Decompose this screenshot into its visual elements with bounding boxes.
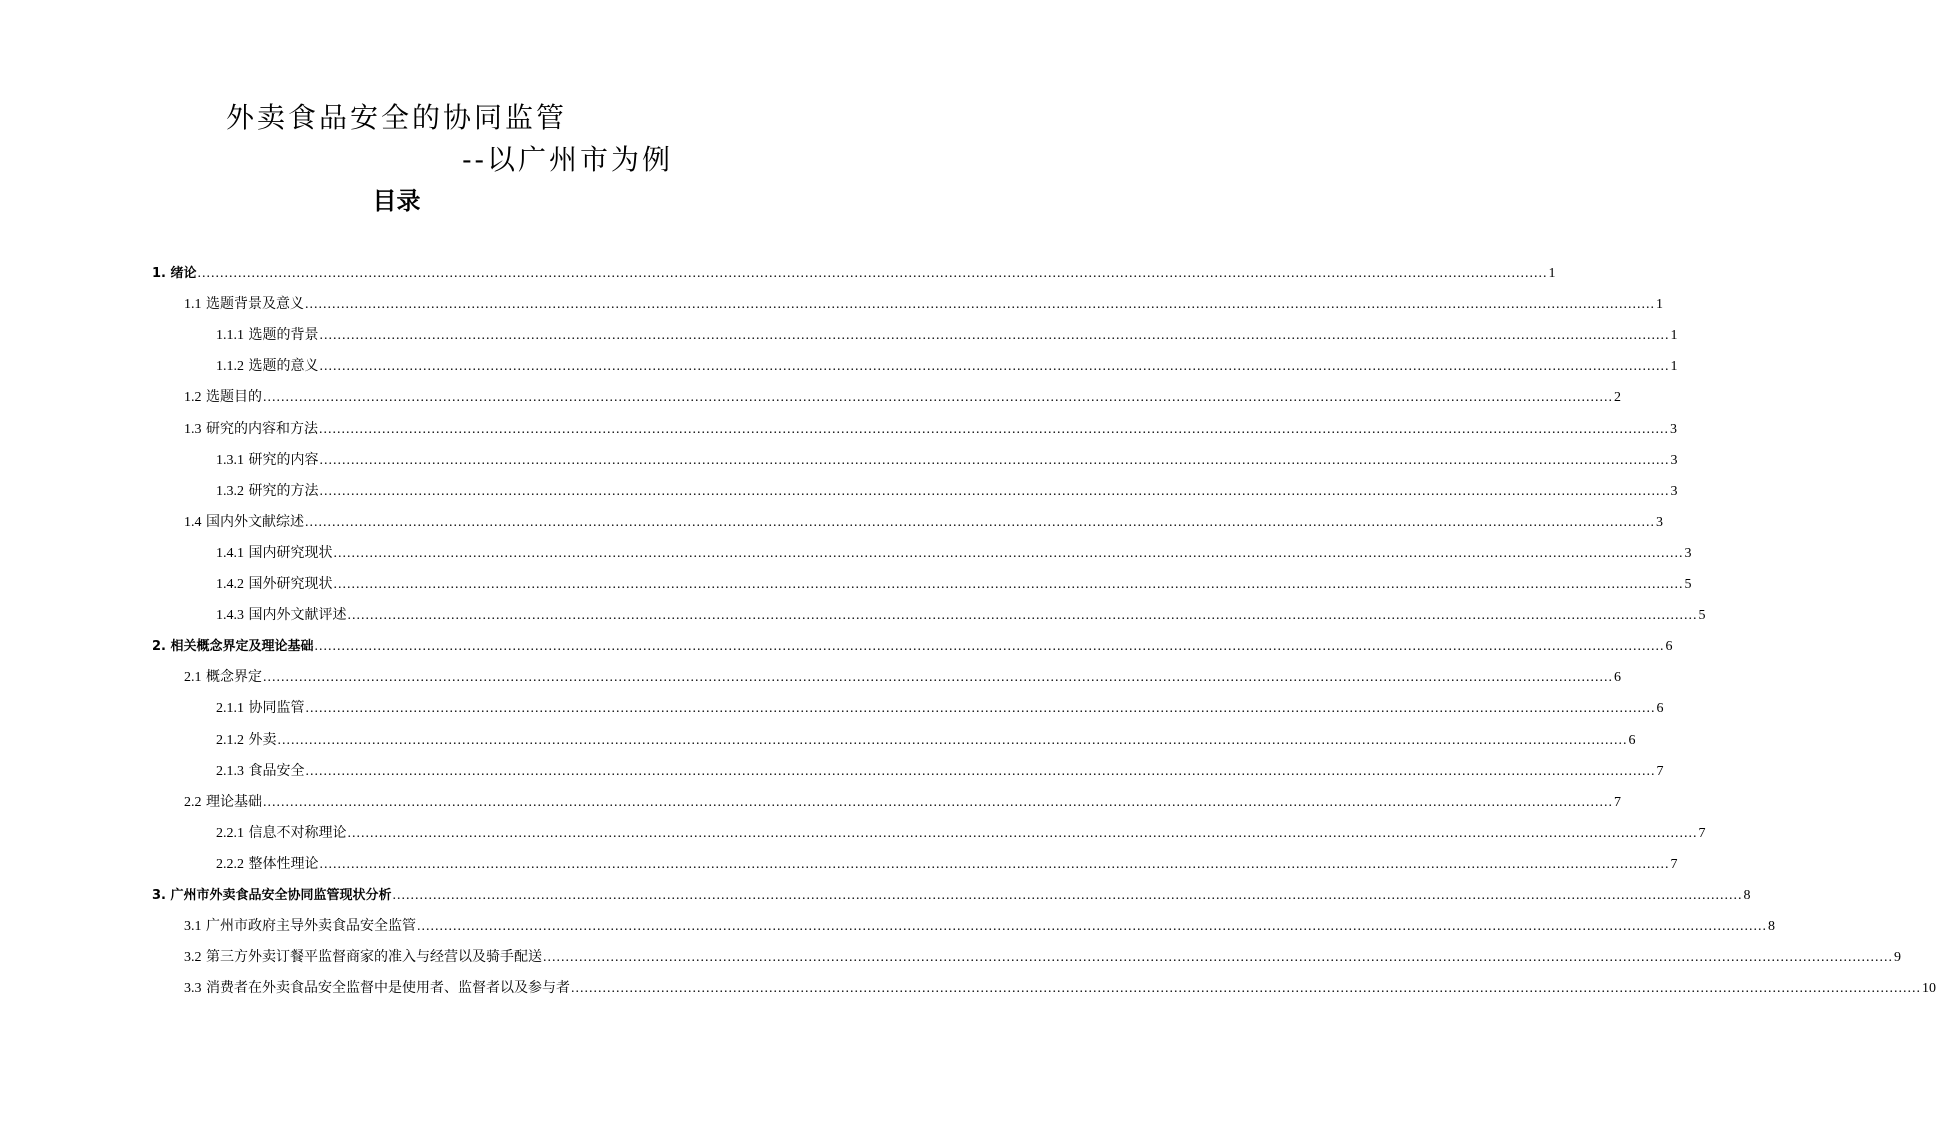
toc-entry-page: 6 — [1656, 701, 1664, 717]
toc-entry-label — [152, 638, 314, 656]
toc-entry-page: 5 — [1684, 577, 1692, 592]
toc-entry-label — [216, 731, 276, 750]
toc-entry-label — [184, 979, 570, 998]
dot-leader: ............................................................................................................................................................................................................................................................................................................ — [262, 390, 1613, 406]
toc-entry-page: 3 — [1670, 452, 1678, 468]
toc-entry[interactable] — [216, 532, 1692, 563]
dot-leader: ............................................................................................................................................................................................................................................................................................................ — [319, 359, 1670, 375]
toc-entry-page: 6 — [1613, 670, 1621, 686]
toc-entry-page: 1 — [1655, 297, 1663, 313]
dot-leader: ............................................................................................................................................................................................................................................................................................................ — [347, 825, 1698, 841]
toc-entry-number: 1.4.3 — [216, 608, 244, 624]
toc-entry-text: 消费者在外卖食品安全监督中是使用者、监督者以及参与者 — [201, 980, 570, 997]
toc-entry-number: 3.2 — [184, 950, 202, 966]
toc-entry-number: 1.3.1 — [216, 452, 244, 468]
toc-entry-text: 相关概念界定及理论基础 — [165, 639, 314, 655]
toc-entry-number: 1.1.1 — [216, 328, 244, 344]
toc-entry-text: 外卖 — [244, 731, 277, 748]
dot-leader: ............................................................................................................................................................................................................................................................................................................ — [318, 421, 1669, 437]
toc-entry[interactable] — [216, 563, 1692, 594]
toc-entry-page: 7 — [1656, 763, 1664, 779]
toc-entry-number: 3.3 — [184, 981, 202, 997]
toc-entry-text: 国内研究现状 — [244, 544, 333, 561]
dot-leader: ............................................................................................................................................................................................................................................................................................................ — [304, 514, 1655, 530]
toc-entry-page: 2 — [1613, 390, 1621, 406]
toc-entry-page: 6 — [1665, 639, 1673, 655]
toc-entry-text: 选题背景及意义 — [201, 296, 304, 313]
toc-entry-text: 研究的内容 — [244, 451, 319, 468]
toc-entry-label — [216, 544, 332, 563]
toc-entry[interactable] — [216, 314, 1678, 345]
toc-entry-number: 1.3 — [184, 421, 202, 437]
dot-leader: ............................................................................................................................................................................................................................................................................................................ — [392, 888, 1743, 903]
toc-entry[interactable] — [184, 967, 1936, 998]
toc-entry-page: 3 — [1684, 545, 1692, 561]
toc-entry-number: 1. — [152, 266, 166, 281]
toc-entry-number: 2.1.1 — [216, 701, 244, 717]
toc-entry-label — [216, 326, 318, 345]
toc-entry[interactable] — [184, 408, 1677, 439]
toc-entry-number: 1.1.2 — [216, 359, 244, 375]
toc-entry-number: 1.3.2 — [216, 483, 244, 499]
toc-entry-label — [216, 699, 304, 718]
toc-entry-number: 1.4.2 — [216, 577, 244, 592]
toc-entry-number: 1.4 — [184, 514, 202, 530]
toc-entry[interactable] — [216, 719, 1636, 750]
toc-entry-page: 8 — [1767, 919, 1775, 935]
toc-entry[interactable] — [216, 439, 1678, 470]
toc-entry[interactable] — [216, 687, 1664, 718]
toc-entry-label — [184, 793, 262, 812]
toc-entry-label — [152, 265, 197, 283]
toc-entry-text: 广州市政府主导外卖食品安全监管 — [201, 918, 416, 935]
dot-leader: ............................................................................................................................................................................................................................................................................................................ — [347, 608, 1698, 624]
dot-leader: ............................................................................................................................................................................................................................................................................................................ — [319, 856, 1670, 872]
dot-leader: ............................................................................................................................................................................................................................................................................................................ — [570, 981, 1921, 997]
toc-entry-page: 1 — [1670, 359, 1678, 375]
toc-entry[interactable] — [152, 874, 1751, 905]
toc-entry-text: 国内外文献评述 — [244, 607, 347, 624]
dot-leader: ............................................................................................................................................................................................................................................................................................................ — [305, 763, 1656, 779]
toc-entry[interactable] — [216, 843, 1678, 874]
toc-entry-page: 7 — [1670, 856, 1678, 872]
toc-entry-text: 理论基础 — [201, 793, 262, 810]
toc-entry-label — [216, 855, 318, 874]
toc-entry-page: 10 — [1921, 981, 1936, 997]
toc-entry-number: 2. — [152, 639, 166, 655]
toc-entry-label — [216, 357, 318, 376]
toc-entry-page: 6 — [1628, 732, 1636, 748]
dot-leader: ............................................................................................................................................................................................................................................................................................................ — [333, 545, 1684, 561]
dot-leader: ............................................................................................................................................................................................................................................................................................................ — [262, 670, 1613, 686]
toc-entry-text: 食品安全 — [244, 762, 305, 779]
toc-entry[interactable] — [184, 283, 1663, 314]
toc-entry[interactable] — [184, 781, 1621, 812]
toc-entry-label — [216, 762, 304, 781]
toc-entry-number: 1.2 — [184, 390, 202, 406]
toc-entry-label — [216, 575, 332, 594]
document-title: 外卖食品安全的协同监管 — [225, 101, 567, 134]
toc-entry[interactable] — [184, 936, 1901, 967]
toc-entry-label — [216, 606, 346, 625]
toc-entry-text: 选题的背景 — [244, 327, 319, 344]
toc-entry[interactable] — [216, 594, 1706, 625]
toc-entry-label — [184, 388, 262, 407]
toc-entry-label — [184, 668, 262, 687]
toc-entry-number: 1.4.1 — [216, 545, 244, 561]
toc-entry-number: 2.1 — [184, 670, 202, 686]
toc-entry-number: 2.1.2 — [216, 732, 244, 748]
dot-leader: ............................................................................................................................................................................................................................................................................................................ — [262, 794, 1613, 810]
toc-entry-number: 3.1 — [184, 919, 202, 935]
dot-leader: ............................................................................................................................................................................................................................................................................................................ — [314, 639, 1665, 655]
dot-leader: ............................................................................................................................................................................................................................................................................................................ — [319, 483, 1670, 499]
toc-entry-text: 概念界定 — [201, 669, 262, 686]
toc-entry[interactable] — [152, 625, 1673, 656]
toc-entry[interactable] — [216, 812, 1706, 843]
toc-entry-label — [216, 824, 346, 843]
dot-leader: ............................................................................................................................................................................................................................................................................................................ — [197, 266, 1548, 281]
toc-heading: 目录 — [372, 187, 421, 215]
toc-entry-text: 选题的意义 — [244, 358, 319, 375]
toc-entry-text: 选题目的 — [201, 389, 262, 406]
toc-entry-text: 第三方外卖订餐平监督商家的准入与经营以及骑手配送 — [201, 949, 542, 966]
dot-leader: ............................................................................................................................................................................................................................................................................................................ — [319, 452, 1670, 468]
toc-entry-number: 2.2 — [184, 794, 202, 810]
toc-entry-page: 7 — [1613, 794, 1621, 810]
toc-entry-page: 8 — [1743, 888, 1751, 903]
dot-leader: ............................................................................................................................................................................................................................................................................................................ — [319, 328, 1670, 344]
dot-leader: ............................................................................................................................................................................................................................................................................................................ — [333, 577, 1684, 592]
toc-entry-label — [184, 513, 304, 532]
toc-entry-page: 1 — [1548, 266, 1556, 281]
toc-entry-number: 1.1 — [184, 297, 202, 313]
toc-entry-text: 协同监管 — [244, 700, 305, 717]
toc-entry-page: 1 — [1670, 328, 1678, 344]
toc-entry[interactable] — [216, 750, 1664, 781]
toc-entry-page: 3 — [1655, 514, 1663, 530]
toc-entry-text: 国内外文献综述 — [201, 513, 304, 530]
toc-entry-label — [184, 420, 318, 439]
toc-entry[interactable] — [216, 345, 1678, 376]
toc-entry[interactable] — [216, 470, 1678, 501]
toc-entry-text: 研究的方法 — [244, 482, 319, 499]
toc-entry-text: 广州市外卖食品安全协同监管现状分析 — [165, 888, 392, 903]
toc-entry-page: 9 — [1893, 950, 1901, 966]
toc-entry-label — [216, 482, 318, 501]
toc-entry-page: 3 — [1670, 483, 1678, 499]
toc-entry-page: 3 — [1669, 421, 1677, 437]
toc-entry-page: 5 — [1698, 608, 1706, 624]
toc-entry-label — [216, 451, 318, 470]
dot-leader: ............................................................................................................................................................................................................................................................................................................ — [304, 297, 1655, 313]
toc-entry-text: 绪论 — [165, 266, 197, 281]
toc-entry-page: 7 — [1698, 825, 1706, 841]
document-subtitle: --以广州市为例 — [462, 143, 673, 176]
toc-entry-number: 2.2.1 — [216, 825, 244, 841]
toc-entry-number: 3. — [152, 888, 166, 903]
dot-leader: ............................................................................................................................................................................................................................................................................................................ — [542, 950, 1893, 966]
toc-entry-label — [184, 295, 304, 314]
dot-leader: ............................................................................................................................................................................................................................................................................................................ — [416, 919, 1767, 935]
toc-entry[interactable] — [184, 656, 1621, 687]
toc-entry[interactable] — [152, 252, 1556, 283]
toc-entry-text: 信息不对称理论 — [244, 824, 347, 841]
toc-entry[interactable] — [184, 376, 1621, 407]
toc-entry-text: 整体性理论 — [244, 855, 319, 872]
toc-entry-number: 2.1.3 — [216, 763, 244, 779]
toc-entry-label — [184, 917, 416, 936]
toc-entry-label — [152, 887, 392, 905]
toc-entry[interactable] — [184, 501, 1663, 532]
dot-leader: ............................................................................................................................................................................................................................................................................................................ — [305, 701, 1656, 717]
toc-entry-number: 2.2.2 — [216, 856, 244, 872]
toc-entry-text: 国外研究现状 — [244, 576, 333, 592]
toc-entry-label — [184, 948, 542, 967]
toc-entry-text: 研究的内容和方法 — [201, 420, 318, 437]
toc-entry[interactable] — [184, 905, 1775, 936]
dot-leader: ............................................................................................................................................................................................................................................................................................................ — [277, 732, 1628, 748]
